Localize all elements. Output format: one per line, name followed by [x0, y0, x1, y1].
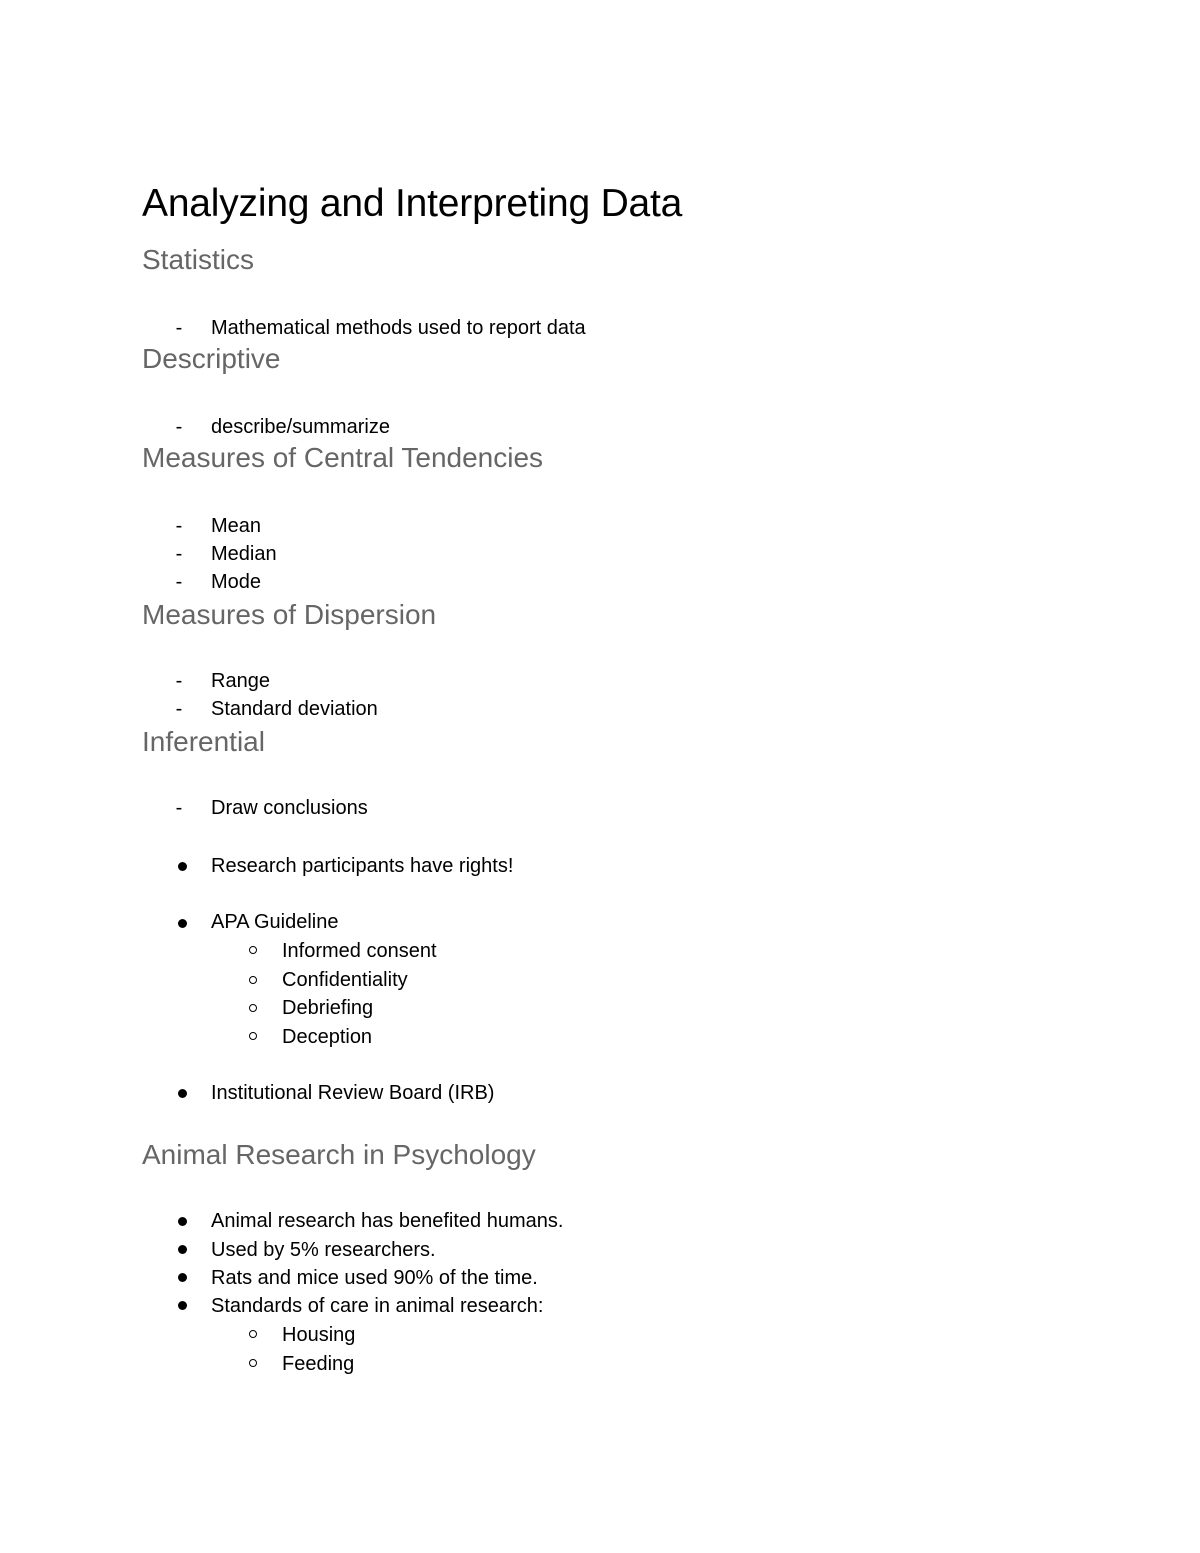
sub-bullet-item: Feeding — [282, 1353, 355, 1375]
dash-bullet-icon: - — [175, 797, 183, 819]
dash-bullet-icon: - — [175, 543, 183, 565]
list-item: Mathematical methods used to report data — [211, 317, 586, 339]
list-item: describe/summarize — [211, 416, 390, 438]
dash-bullet-icon: - — [175, 698, 183, 720]
sub-bullet-item: Debriefing — [282, 997, 374, 1019]
list-item: Mode — [211, 571, 262, 593]
list-item: Standard deviation — [211, 698, 378, 720]
list-item: Draw conclusions — [211, 797, 368, 819]
sub-bullet-item: Confidentiality — [282, 969, 408, 991]
filled-bullet-icon — [178, 862, 187, 871]
bullet-item: Rats and mice used 90% of the time. — [211, 1267, 538, 1289]
list-item: Mean — [211, 515, 262, 537]
sub-bullet-item: Deception — [282, 1026, 373, 1048]
bullet-item: Standards of care in animal research: — [211, 1295, 544, 1317]
hollow-bullet-icon — [249, 976, 257, 984]
hollow-bullet-icon — [249, 1359, 257, 1367]
filled-bullet-icon — [178, 1089, 187, 1098]
hollow-bullet-icon — [249, 1330, 257, 1338]
section-heading-central-tendencies: Measures of Central Tendencies — [142, 442, 544, 473]
page-title: Analyzing and Interpreting Data — [142, 182, 683, 225]
dash-bullet-icon: - — [175, 416, 183, 438]
dash-bullet-icon: - — [175, 571, 183, 593]
bullet-item: Research participants have rights! — [211, 855, 514, 877]
sub-bullet-item: Housing — [282, 1324, 356, 1346]
hollow-bullet-icon — [249, 1004, 257, 1012]
filled-bullet-icon — [178, 1273, 187, 1282]
section-heading-dispersion: Measures of Dispersion — [142, 599, 437, 630]
bullet-item: Animal research has benefited humans. — [211, 1210, 564, 1232]
hollow-bullet-icon — [249, 1032, 257, 1040]
sub-bullet-item: Informed consent — [282, 940, 437, 962]
filled-bullet-icon — [178, 919, 187, 928]
filled-bullet-icon — [178, 1301, 187, 1310]
hollow-bullet-icon — [249, 946, 257, 954]
section-heading-descriptive: Descriptive — [142, 343, 281, 374]
bullet-item: Institutional Review Board (IRB) — [211, 1082, 495, 1104]
section-heading-animal-research: Animal Research in Psychology — [142, 1139, 536, 1170]
dash-bullet-icon: - — [175, 515, 183, 537]
list-item: Median — [211, 543, 277, 565]
section-heading-inferential: Inferential — [142, 726, 265, 757]
dash-bullet-icon: - — [175, 670, 183, 692]
list-item: Range — [211, 670, 270, 692]
section-heading-statistics: Statistics — [142, 244, 255, 275]
filled-bullet-icon — [178, 1217, 187, 1226]
dash-bullet-icon: - — [175, 317, 183, 339]
filled-bullet-icon — [178, 1245, 187, 1254]
bullet-item: Used by 5% researchers. — [211, 1239, 436, 1261]
bullet-item: APA Guideline — [211, 911, 339, 933]
